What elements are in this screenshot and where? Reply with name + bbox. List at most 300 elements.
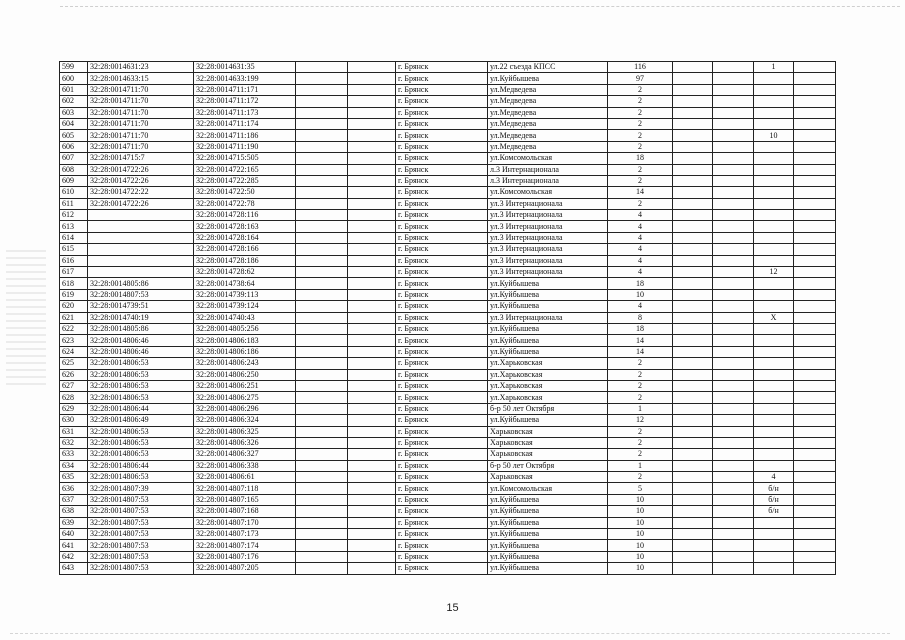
blank-cell [296,517,348,528]
table-row [60,517,836,528]
table-row [60,312,836,323]
row-index: 623 [60,335,88,346]
extra-value [754,460,794,471]
blank-cell [348,392,396,403]
blank-cell [348,551,396,562]
extra-value [754,415,794,426]
top-edge-line [60,6,900,7]
extra-value: 10 [754,130,794,141]
city: г. Брянск [396,449,488,460]
cadastral-number: 32:28:0014740:43 [194,312,296,323]
house-number: 4 [608,210,673,221]
row-index: 640 [60,529,88,540]
blank-cell [348,210,396,221]
row-index: 603 [60,107,88,118]
cadastral-number: 32:28:0014806:243 [194,358,296,369]
parent-cadastral-number: 32:28:0014807:39 [88,483,194,494]
house-number: 10 [608,551,673,562]
city: г. Брянск [396,437,488,448]
parent-cadastral-number: 32:28:0014722:26 [88,198,194,209]
blank-cell [713,426,754,437]
extra-value [754,278,794,289]
street: ул.3 Интернационала [488,221,608,232]
parent-cadastral-number: 32:28:0014633:15 [88,73,194,84]
blank-cell [348,540,396,551]
blank-cell [713,118,754,129]
table-row [60,84,836,95]
row-index: 608 [60,164,88,175]
cadastral-number: 32:28:0014715:505 [194,153,296,164]
extra-value [754,187,794,198]
blank-cell [794,437,836,448]
cadastral-number: 32:28:0014711:171 [194,84,296,95]
blank-cell [713,267,754,278]
extra-value: 4 [754,472,794,483]
city: г. Брянск [396,472,488,483]
city: г. Брянск [396,198,488,209]
extra-value [754,358,794,369]
blank-cell [296,141,348,152]
street: ул.Куйбышева [488,346,608,357]
city: г. Брянск [396,335,488,346]
blank-cell [348,187,396,198]
extra-value [754,289,794,300]
extra-value [754,392,794,403]
blank-cell [673,483,713,494]
blank-cell [673,506,713,517]
blank-cell [794,551,836,562]
city: г. Брянск [396,278,488,289]
blank-cell [713,449,754,460]
house-number: 1 [608,460,673,471]
blank-cell [673,369,713,380]
city: г. Брянск [396,118,488,129]
blank-cell [713,460,754,471]
blank-cell [348,426,396,437]
blank-cell [673,540,713,551]
blank-cell [794,221,836,232]
table-row [60,551,836,562]
house-number: 10 [608,517,673,528]
blank-cell [713,312,754,323]
table-row [60,255,836,266]
row-index: 618 [60,278,88,289]
table-row [60,130,836,141]
city: г. Брянск [396,73,488,84]
table-row [60,506,836,517]
city: г. Брянск [396,392,488,403]
page-number: 15 [446,602,459,614]
blank-cell [296,289,348,300]
extra-value: Х [754,312,794,323]
house-number: 12 [608,415,673,426]
blank-cell [673,551,713,562]
blank-cell [348,483,396,494]
blank-cell [713,232,754,243]
city: г. Брянск [396,312,488,323]
city: г. Брянск [396,221,488,232]
house-number: 4 [608,232,673,243]
street: б-р 50 лет Октября [488,403,608,414]
city: г. Брянск [396,153,488,164]
blank-cell [713,84,754,95]
blank-cell [296,187,348,198]
street: ул.22 съезда КПСС [488,62,608,73]
blank-cell [348,198,396,209]
street: ул.Куйбышева [488,529,608,540]
row-index: 619 [60,289,88,300]
blank-cell [713,403,754,414]
parent-cadastral-number: 32:28:0014711:70 [88,84,194,95]
blank-cell [713,210,754,221]
parent-cadastral-number: 32:28:0014807:53 [88,551,194,562]
row-index: 632 [60,437,88,448]
blank-cell [348,460,396,471]
blank-cell [794,460,836,471]
house-number: 10 [608,289,673,300]
blank-cell [713,540,754,551]
street: ул.Медведева [488,107,608,118]
blank-cell [348,335,396,346]
row-index: 626 [60,369,88,380]
table-row [60,289,836,300]
blank-cell [673,289,713,300]
row-index: 642 [60,551,88,562]
parent-cadastral-number: 32:28:0014806:53 [88,472,194,483]
table-row [60,187,836,198]
city: г. Брянск [396,267,488,278]
extra-value [754,221,794,232]
street: ул.3 Интернационала [488,232,608,243]
blank-cell [673,244,713,255]
cadastral-number: 32:28:0014711:173 [194,107,296,118]
row-index: 620 [60,301,88,312]
blank-cell [296,278,348,289]
blank-cell [296,267,348,278]
extra-value [754,563,794,574]
house-number: 2 [608,198,673,209]
city: г. Брянск [396,369,488,380]
blank-cell [296,232,348,243]
table-row [60,210,836,221]
cadastral-number: 32:28:0014806:327 [194,449,296,460]
blank-cell [296,107,348,118]
table-row [60,278,836,289]
city: г. Брянск [396,529,488,540]
city: г. Брянск [396,301,488,312]
blank-cell [348,84,396,95]
cadastral-number: 32:28:0014806:324 [194,415,296,426]
extra-value [754,96,794,107]
city: г. Брянск [396,540,488,551]
table-row [60,563,836,574]
extra-value: б/н [754,494,794,505]
blank-cell [794,335,836,346]
cadastral-number: 32:28:0014739:113 [194,289,296,300]
blank-cell [713,323,754,334]
extra-value: 12 [754,267,794,278]
table-row [60,153,836,164]
cadastral-number: 32:28:0014806:338 [194,460,296,471]
extra-value [754,301,794,312]
blank-cell [348,289,396,300]
blank-cell [348,449,396,460]
blank-cell [794,323,836,334]
parent-cadastral-number [88,255,194,266]
city: г. Брянск [396,460,488,471]
extra-value [754,153,794,164]
city: г. Брянск [396,517,488,528]
parent-cadastral-number: 32:28:0014715:7 [88,153,194,164]
cadastral-number: 32:28:0014806:250 [194,369,296,380]
table-row [60,369,836,380]
house-number: 2 [608,426,673,437]
cadastral-number: 32:28:0014807:170 [194,517,296,528]
row-index: 611 [60,198,88,209]
blank-cell [794,472,836,483]
blank-cell [713,415,754,426]
extra-value [754,335,794,346]
blank-cell [713,517,754,528]
parent-cadastral-number: 32:28:0014806:46 [88,346,194,357]
blank-cell [296,403,348,414]
parent-cadastral-number [88,244,194,255]
blank-cell [348,232,396,243]
extra-value [754,73,794,84]
blank-cell [713,187,754,198]
row-index: 641 [60,540,88,551]
city: г. Брянск [396,494,488,505]
city: г. Брянск [396,358,488,369]
house-number: 10 [608,494,673,505]
street: ул.Куйбышева [488,506,608,517]
blank-cell [794,289,836,300]
house-number: 4 [608,301,673,312]
blank-cell [794,449,836,460]
blank-cell [348,267,396,278]
street: ул.3 Интернационала [488,267,608,278]
blank-cell [348,403,396,414]
blank-cell [713,153,754,164]
parent-cadastral-number: 32:28:0014807:53 [88,517,194,528]
blank-cell [794,369,836,380]
register-table [59,61,836,575]
blank-cell [296,73,348,84]
cadastral-number: 32:28:0014806:186 [194,346,296,357]
blank-cell [713,255,754,266]
extra-value [754,437,794,448]
blank-cell [794,107,836,118]
blank-cell [296,437,348,448]
blank-cell [794,164,836,175]
row-index: 606 [60,141,88,152]
street: ул.Куйбышева [488,289,608,300]
blank-cell [713,96,754,107]
row-index: 604 [60,118,88,129]
house-number: 10 [608,563,673,574]
house-number: 2 [608,392,673,403]
blank-cell [296,96,348,107]
blank-cell [296,392,348,403]
blank-cell [296,84,348,95]
table-row [60,267,836,278]
table-row [60,62,836,73]
parent-cadastral-number: 32:28:0014711:70 [88,96,194,107]
street: Харьковская [488,437,608,448]
blank-cell [713,141,754,152]
cadastral-number: 32:28:0014806:325 [194,426,296,437]
blank-cell [794,346,836,357]
blank-cell [673,84,713,95]
cadastral-number: 32:28:0014805:256 [194,323,296,334]
parent-cadastral-number: 32:28:0014805:86 [88,278,194,289]
extra-value [754,540,794,551]
row-index: 625 [60,358,88,369]
blank-cell [794,540,836,551]
city: г. Брянск [396,323,488,334]
parent-cadastral-number: 32:28:0014711:70 [88,118,194,129]
blank-cell [296,164,348,175]
blank-cell [713,175,754,186]
row-index: 639 [60,517,88,528]
table-row [60,175,836,186]
table-row [60,494,836,505]
row-index: 634 [60,460,88,471]
house-number: 10 [608,529,673,540]
blank-cell [713,483,754,494]
parent-cadastral-number: 32:28:0014722:26 [88,164,194,175]
blank-cell [713,244,754,255]
cadastral-number: 32:28:0014807:168 [194,506,296,517]
blank-cell [348,301,396,312]
blank-cell [673,187,713,198]
city: г. Брянск [396,141,488,152]
cadastral-number: 32:28:0014728:186 [194,255,296,266]
parent-cadastral-number [88,232,194,243]
row-index: 601 [60,84,88,95]
blank-cell [296,358,348,369]
table-row [60,392,836,403]
parent-cadastral-number: 32:28:0014806:53 [88,358,194,369]
blank-cell [296,369,348,380]
street: ул.3 Интернационала [488,255,608,266]
table-row [60,232,836,243]
blank-cell [673,118,713,129]
row-index: 609 [60,175,88,186]
blank-cell [673,175,713,186]
blank-cell [713,73,754,84]
street: ул.Комсомольская [488,483,608,494]
street: ул.Медведева [488,118,608,129]
table-row [60,380,836,391]
row-index: 636 [60,483,88,494]
row-index: 633 [60,449,88,460]
blank-cell [296,426,348,437]
city: г. Брянск [396,130,488,141]
row-index: 617 [60,267,88,278]
blank-cell [673,358,713,369]
blank-cell [348,130,396,141]
parent-cadastral-number: 32:28:0014807:53 [88,494,194,505]
city: г. Брянск [396,563,488,574]
house-number: 5 [608,483,673,494]
street: ул.Медведева [488,96,608,107]
row-index: 605 [60,130,88,141]
cadastral-number: 32:28:0014633:199 [194,73,296,84]
house-number: 4 [608,244,673,255]
blank-cell [794,426,836,437]
blank-cell [794,380,836,391]
blank-cell [673,346,713,357]
cadastral-number: 32:28:0014711:190 [194,141,296,152]
extra-value [754,529,794,540]
row-index: 638 [60,506,88,517]
cadastral-number: 32:28:0014722:285 [194,175,296,186]
row-index: 627 [60,380,88,391]
blank-cell [296,346,348,357]
blank-cell [673,517,713,528]
house-number: 4 [608,267,673,278]
blank-cell [296,312,348,323]
table-row [60,141,836,152]
blank-cell [348,323,396,334]
blank-cell [348,369,396,380]
blank-cell [673,96,713,107]
blank-cell [713,529,754,540]
street: л.3 Интернационала [488,164,608,175]
row-index: 628 [60,392,88,403]
street: б-р 50 лет Октября [488,460,608,471]
parent-cadastral-number: 32:28:0014631:23 [88,62,194,73]
street: ул.3 Интернационала [488,312,608,323]
parent-cadastral-number [88,210,194,221]
row-index: 630 [60,415,88,426]
blank-cell [296,483,348,494]
row-index: 602 [60,96,88,107]
blank-cell [296,244,348,255]
table-row [60,358,836,369]
street: ул.Куйбышева [488,73,608,84]
blank-cell [794,198,836,209]
row-index: 629 [60,403,88,414]
bottom-edge-line [10,633,890,634]
blank-cell [296,221,348,232]
blank-cell [794,267,836,278]
blank-cell [713,472,754,483]
blank-cell [296,118,348,129]
city: г. Брянск [396,380,488,391]
cadastral-number: 32:28:0014807:165 [194,494,296,505]
parent-cadastral-number: 32:28:0014806:44 [88,460,194,471]
house-number: 2 [608,358,673,369]
blank-cell [713,380,754,391]
blank-cell [296,255,348,266]
table-row [60,403,836,414]
row-index: 631 [60,426,88,437]
blank-cell [348,380,396,391]
blank-cell [794,563,836,574]
row-index: 613 [60,221,88,232]
cadastral-number: 32:28:0014728:166 [194,244,296,255]
table-row [60,198,836,209]
blank-cell [794,118,836,129]
table-row [60,96,836,107]
parent-cadastral-number: 32:28:0014739:51 [88,301,194,312]
blank-cell [296,198,348,209]
cadastral-number: 32:28:0014806:61 [194,472,296,483]
city: г. Брянск [396,62,488,73]
parent-cadastral-number: 32:28:0014806:44 [88,403,194,414]
